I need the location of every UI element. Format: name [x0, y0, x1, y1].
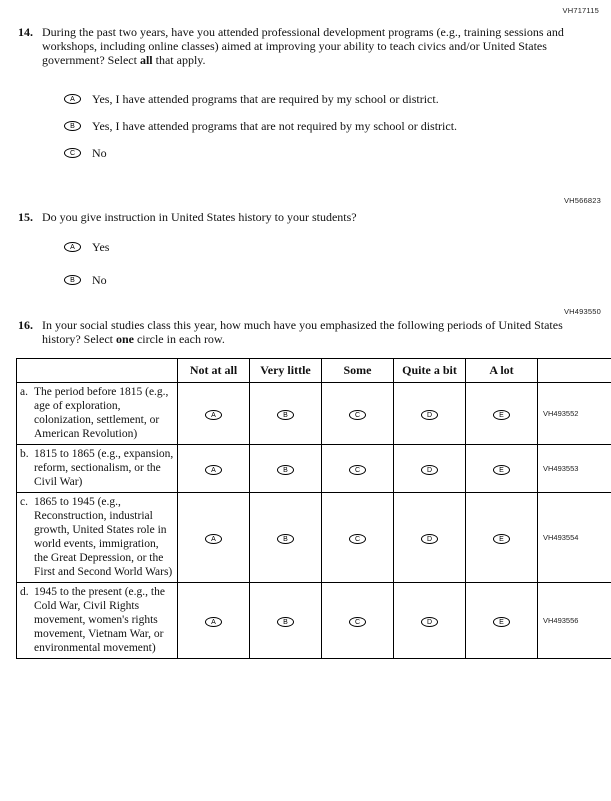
answer-bubble[interactable]: D — [421, 617, 438, 627]
q14-option-2[interactable] — [64, 119, 593, 133]
question-number: 14. — [18, 25, 33, 39]
q16-answer-cell — [178, 383, 250, 445]
row-label: The period before 1815 (e.g., age of exploration, colonization, settlement, or American Revolution) — [34, 386, 169, 440]
q16-answer-cell — [394, 383, 466, 445]
q16-answer-cell — [322, 493, 394, 583]
row-letter: a. — [20, 386, 28, 398]
q16-table-header-row — [17, 359, 611, 383]
q16-answer-cell — [466, 445, 538, 493]
question-number: 15. — [18, 210, 33, 224]
option-label: Yes, I have attended programs that are not required by my school or district. — [92, 119, 458, 133]
q16-answer-cell — [178, 493, 250, 583]
q16-answer-cell — [178, 583, 250, 659]
answer-bubble[interactable]: B — [64, 121, 81, 131]
answer-bubble[interactable]: C — [349, 410, 366, 420]
answer-bubble[interactable]: B — [277, 534, 294, 544]
answer-bubble[interactable]: E — [493, 617, 510, 627]
answer-bubble[interactable]: B — [277, 410, 294, 420]
answer-bubble[interactable]: C — [349, 617, 366, 627]
q16-table-row — [17, 445, 611, 493]
bold-keyword: one — [115, 332, 134, 346]
option-label: Yes — [92, 240, 110, 254]
q16-answer-cell — [250, 493, 322, 583]
q16-answer-cell — [466, 583, 538, 659]
q16-answer-cell — [394, 583, 466, 659]
answer-bubble[interactable]: C — [349, 465, 366, 475]
q16-row-label-cell — [17, 445, 178, 493]
row-label: 1815 to 1865 (e.g., expansion, reform, sectionalism, or the Civil War) — [34, 448, 174, 488]
answer-bubble[interactable]: D — [421, 465, 438, 475]
row-code: VH493556 — [538, 583, 611, 659]
answer-bubble[interactable]: A — [205, 617, 222, 627]
question-text-part1: During the past two years, have you attended professional development programs (e.g., training sessions and workshops, including online classes) aimed at improving your ability to teach civics and/or United States government? Select — [42, 25, 564, 67]
option-label: No — [92, 273, 107, 287]
q16-row-label-cell — [17, 383, 178, 445]
row-label: 1865 to 1945 (e.g., Reconstruction, industrial growth, United States role in world events, immigration, the Great Depression, or the First and Second World Wars) — [34, 496, 173, 578]
row-label: 1945 to the present (e.g., the Cold War, Civil Rights movement, women's rights movement, Vietnam War, or environmental movement) — [34, 586, 165, 654]
header-some: Some — [322, 359, 394, 383]
q16-row-label-cell — [17, 583, 178, 659]
question-14 — [6, 25, 601, 160]
question-16 — [6, 318, 601, 659]
q15-option-yes[interactable] — [64, 240, 593, 254]
form-code-q16: VH493550 — [563, 307, 601, 316]
q16-answer-cell — [394, 445, 466, 493]
answer-bubble[interactable]: A — [64, 242, 81, 252]
q16-table-body — [17, 383, 611, 659]
q15-option-no[interactable] — [64, 273, 593, 287]
answer-bubble[interactable]: A — [205, 465, 222, 475]
q16-answer-cell — [250, 383, 322, 445]
header-empty-label — [17, 359, 178, 383]
header-empty-code — [538, 359, 611, 383]
answer-bubble[interactable]: A — [64, 94, 81, 104]
question-15-options — [64, 240, 593, 287]
answer-bubble[interactable]: C — [349, 534, 366, 544]
question-text: Do you give instruction in United States history to your students? — [42, 210, 357, 224]
q16-answer-cell — [322, 445, 394, 493]
question-text — [42, 25, 593, 67]
answer-bubble[interactable]: B — [277, 465, 294, 475]
question-14-options — [64, 92, 593, 160]
row-code: VH493554 — [538, 493, 611, 583]
q16-rating-table — [16, 358, 611, 659]
q16-answer-cell — [394, 493, 466, 583]
q16-answer-cell — [178, 445, 250, 493]
question-number: 16. — [18, 318, 33, 332]
question-text — [42, 318, 593, 346]
q16-table-row — [17, 383, 611, 445]
answer-bubble[interactable]: D — [421, 534, 438, 544]
option-label: No — [92, 146, 107, 160]
answer-bubble[interactable]: E — [493, 465, 510, 475]
question-text-part2: circle in each row. — [133, 332, 225, 346]
answer-bubble[interactable]: B — [277, 617, 294, 627]
answer-bubble[interactable]: B — [64, 275, 81, 285]
answer-bubble[interactable]: D — [421, 410, 438, 420]
q14-option-1[interactable] — [64, 92, 593, 106]
row-code: VH493553 — [538, 445, 611, 493]
form-code-top: VH717115 — [562, 6, 599, 15]
header-very-little: Very little — [250, 359, 322, 383]
answer-bubble[interactable]: C — [64, 148, 81, 158]
q16-row-label-cell — [17, 493, 178, 583]
q16-answer-cell — [322, 383, 394, 445]
q16-table-row — [17, 493, 611, 583]
answer-bubble[interactable]: E — [493, 534, 510, 544]
q16-answer-cell — [466, 383, 538, 445]
q16-answer-cell — [250, 583, 322, 659]
answer-bubble[interactable]: E — [493, 410, 510, 420]
question-15-text-row — [18, 210, 593, 225]
q14-option-3[interactable] — [64, 146, 593, 160]
q16-answer-cell — [250, 445, 322, 493]
q16-table-row — [17, 583, 611, 659]
question-text-part2: that apply. — [152, 53, 206, 67]
question-16-text-row — [18, 318, 593, 346]
row-code: VH493552 — [538, 383, 611, 445]
form-code-q15: VH566823 — [563, 196, 601, 205]
question-15 — [6, 210, 601, 287]
row-letter: c. — [20, 496, 28, 508]
row-letter: d. — [20, 586, 29, 598]
header-not-at-all: Not at all — [178, 359, 250, 383]
row-letter: b. — [20, 448, 29, 460]
option-label: Yes, I have attended programs that are required by my school or district. — [92, 92, 439, 106]
q16-answer-cell — [322, 583, 394, 659]
answer-bubble[interactable]: A — [205, 410, 222, 420]
bold-keyword: all — [139, 53, 153, 67]
answer-bubble[interactable]: A — [205, 534, 222, 544]
question-text-part1: In your social studies class this year, how much have you emphasized the following periods of United States history? Select — [42, 318, 563, 346]
q16-answer-cell — [466, 493, 538, 583]
header-quite-a-bit: Quite a bit — [394, 359, 466, 383]
question-14-text-row — [18, 25, 593, 67]
header-a-lot: A lot — [466, 359, 538, 383]
